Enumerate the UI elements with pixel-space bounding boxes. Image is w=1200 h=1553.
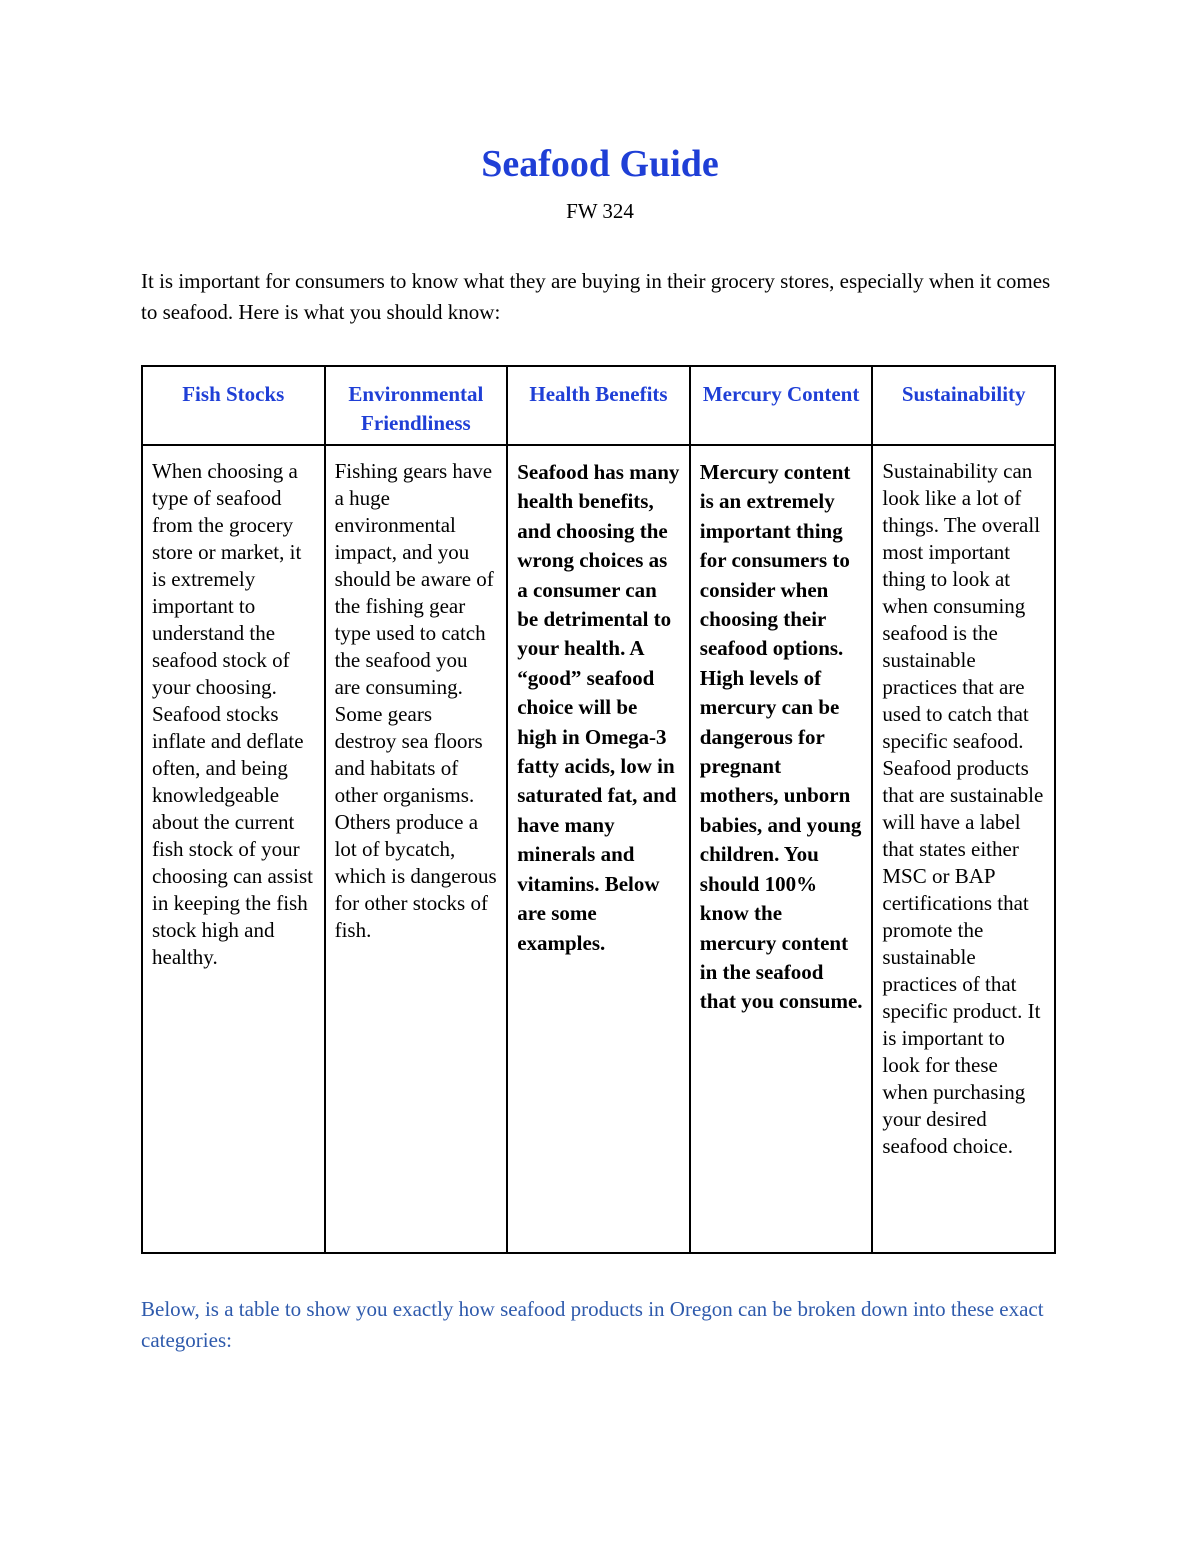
document-title: Seafood Guide xyxy=(481,143,719,185)
table-header-row xyxy=(142,366,1055,445)
table-row xyxy=(142,445,1055,1253)
seafood-guide-table xyxy=(141,365,1056,1254)
cell-mercury-content: Mercury content is an extremely important thing for consumers to consider when choosing their seafood options. High levels of mercury can be dangerous for pregnant mothers, unborn babies, and young children. You should 100% know the mercury content in the seafood that you consume. xyxy=(690,445,873,1253)
header-sustainability: Sustainability xyxy=(872,366,1055,445)
header-health-benefits: Health Benefits xyxy=(507,366,690,445)
header-environmental-friendliness: Environmental Friendliness xyxy=(325,366,508,445)
header-fish-stocks: Fish Stocks xyxy=(142,366,325,445)
cell-sustainability: Sustainability can look like a lot of things. The overall most important thing to look at when consuming seafood is the sustainable practices that are used to catch that specific seafood. Seafood products that are sustainable will have a label that states either MSC or BAP certifications that promote the sustainable practices of that specific product. It is important to look for these when purchasing your desired seafood choice. xyxy=(872,445,1055,1253)
outro-paragraph: Below, is a table to show you exactly how seafood products in Oregon can be broken down into these exact categories: xyxy=(141,1297,1044,1352)
course-code: FW 324 xyxy=(566,199,634,223)
cell-environmental-friendliness: Fishing gears have a huge environmental impact, and you should be aware of the fishing gear type used to catch the seafood you are consuming. Some gears destroy sea floors and habitats of other organisms. Others produce a lot of bycatch, which is dangerous for other stocks of fish. xyxy=(325,445,508,1253)
cell-health-benefits: Seafood has many health benefits, and choosing the wrong choices as a consumer can be detrimental to your health. A “good” seafood choice will be high in Omega-3 fatty acids, low in saturated fat, and have many minerals and vitamins. Below are some examples. xyxy=(507,445,690,1253)
intro-paragraph: It is important for consumers to know what they are buying in their grocery stores, especially when it comes to seafood. Here is what you should know: xyxy=(141,269,1051,324)
cell-fish-stocks: When choosing a type of seafood from the grocery store or market, it is extremely important to understand the seafood stock of your choosing. Seafood stocks inflate and deflate often, and being knowledgeable about the current fish stock of your choosing can assist in keeping the fish stock high and healthy. xyxy=(142,445,325,1253)
header-mercury-content: Mercury Content xyxy=(690,366,873,445)
